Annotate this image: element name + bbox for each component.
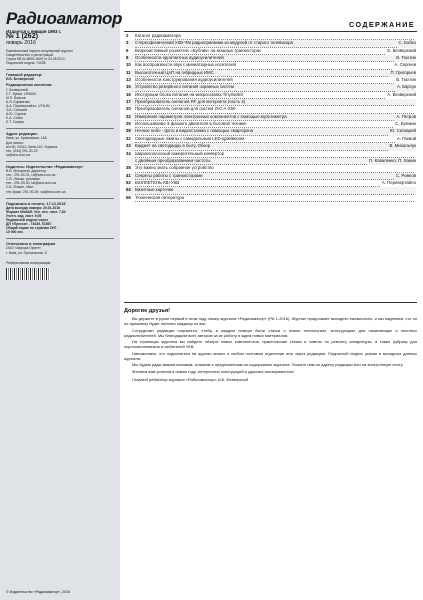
toc-article-title: Высокоточный ЦАП на гибридных ИМС [135, 70, 388, 77]
address-line: а/я 50, 03110, Киев-110, Украина [6, 144, 58, 149]
toc-article-title: Каталог радиоаматора [135, 33, 414, 40]
printer-block [6, 242, 114, 254]
divider [6, 198, 114, 199]
toc-author: А. Перевертайло [381, 179, 416, 185]
toc-entry[interactable] [126, 40, 416, 47]
toc-page-number: 13 [126, 77, 131, 83]
toc-entry[interactable] [126, 70, 416, 77]
barcode-image [6, 268, 50, 280]
issue-date: январь 2016 [6, 39, 36, 46]
intro-line: Серия КВ № 6826-1509 от 24.08.2011 [6, 57, 65, 62]
toc-author: А. Безверхний [387, 91, 416, 97]
imprint-sidebar [0, 0, 123, 600]
toc-entry[interactable] [126, 165, 416, 172]
printer-line: ООО «Аврора Принт» [6, 246, 41, 251]
printer-heading: Отпечатано в типографии [6, 242, 56, 247]
toc-page-number: 34 [126, 150, 131, 156]
toc-article-title: Техническая литература [135, 195, 414, 202]
address-block [6, 132, 114, 157]
intro-line: Ежемесячный научно-популярный журнал [6, 48, 73, 53]
toc-article-title: Светодиодные лампы с самодельным LED-драйвером [135, 136, 395, 143]
toc-page-number: 38 [126, 165, 131, 171]
toc-page-number: 33 [126, 143, 131, 149]
toc-article-title: Измерение параметров электронных компонентов с помощью мультиметра [135, 114, 394, 121]
publisher-line: С.В. Латыш, реклама [6, 177, 40, 182]
toc-article-title: БЮЛЛЕТЕНЬ КВ+УКВ [135, 180, 380, 187]
toc-page-number: 32 [126, 135, 131, 141]
toc-page-number: 8 [126, 55, 129, 61]
letter-heading: Дорогие друзья! [124, 308, 171, 314]
toc-entry[interactable] [126, 128, 416, 135]
barcode-caption: Реферативная информация [6, 260, 51, 265]
toc-page-number: 16 [126, 91, 131, 97]
toc-entry[interactable] [126, 121, 416, 128]
letter-paragraph: Вы держите в руках первый в этом году номер журнала «Радиоаматор» (РА 1-2016). Журнал продолжает выходить ежемесячно, и мы надеемся, что он по-прежнему будет полезен каждому из вас. [124, 316, 417, 327]
toc-page-number: 29 [126, 128, 131, 134]
publisher-line: В.В. Моторный, директор [6, 169, 46, 174]
address-line: ra@sea.com.ua [6, 152, 30, 157]
address-line: Для писем: [6, 140, 24, 145]
toc-author: П. Григорьев [390, 69, 416, 75]
toc-author: А. Барсук [396, 84, 416, 90]
toc-author: С. Бобко [398, 40, 416, 46]
toc-article-title: Визитные карточки [135, 187, 414, 194]
toc-entry[interactable] [126, 55, 416, 62]
letter-paragraph: Желаем вам успехов в новом году, интересных конструкций и удачных экспериментов! [132, 368, 294, 374]
board-member: А.Ю. Саулов [6, 112, 27, 117]
letter-paragraph: Напоминаем, что подписаться на журнал можно в любом почтовом отделении или через редакцию. Подписной индекс указан в выходных данных журнала. [124, 350, 417, 361]
toc-author: А. Гаевой [396, 135, 416, 141]
publisher-block [6, 165, 114, 194]
toc-entry[interactable] [126, 99, 416, 106]
toc-entry[interactable] [126, 48, 416, 55]
toc-entry[interactable] [126, 77, 416, 84]
issue-number: № 1 (262) [6, 33, 38, 41]
letter-body [124, 316, 417, 374]
board-member: С.Г. Бунин, UR5UN [6, 91, 36, 96]
toc-author: С. Рожков [396, 172, 416, 178]
toc-entry[interactable] [126, 114, 416, 121]
editorial-block [6, 73, 114, 124]
letter-paragraph: На страницах журнала вы найдете обзоры новых компонентов, практические схемы и советы по ремонту аппаратуры, а также рубрику для коротковолновиков и любителей УКВ. [124, 339, 417, 350]
print-heading: Подписано в печать: 17.12.2015 [6, 201, 66, 206]
print-line: Подписной индекс через [6, 217, 48, 222]
print-line: Дата выхода номера: 20.01.2016 [6, 205, 61, 210]
print-line: Общий тираж по странам СНГ - [6, 226, 59, 231]
letter-paragraph: Мы будем рады вашим письмам, отзывам и предложениям по содержанию журнала. Пишите нам по адресу редакции или на электронную почту. [132, 362, 404, 368]
toc-entry[interactable] [126, 151, 416, 158]
print-line: Формат 60x84/8. Усл. печ. лист. 7,54 [6, 209, 66, 214]
toc-article-title: Ночное небо - фото и видеосъемка с помощью смартфона [135, 128, 388, 135]
toc-entry[interactable] [126, 84, 416, 91]
divider [6, 161, 114, 162]
toc-page-number: 56 [126, 194, 131, 200]
divider [6, 128, 114, 129]
toc-author: А. Петров [396, 113, 416, 119]
board-member: Э.А. Салахов [6, 108, 28, 113]
toc-heading: СОДЕРЖАНИЕ [349, 20, 415, 29]
print-block [6, 202, 114, 235]
table-of-contents [126, 33, 416, 202]
publisher-line: тел.: 291-00-30, lat@sea.com.ua [6, 181, 56, 186]
toc-page-number: 25 [126, 121, 131, 127]
toc-article-title: Устройство резервного питания охранных систем [135, 84, 395, 91]
toc-entry[interactable] [126, 143, 416, 150]
print-line: ДП «Пресса» - 74435, 01567 [6, 222, 52, 227]
toc-article-title: Бюджет на светодиоды в быту. Обзор [135, 143, 388, 150]
main-content [124, 0, 419, 600]
toc-author: С. Еремин [395, 121, 416, 127]
board-member: А.Я. Ефименко [6, 99, 30, 104]
toc-divider [124, 31, 417, 32]
toc-page-number: 15 [126, 84, 131, 90]
toc-page-number: 2 [126, 33, 129, 38]
magazine-logo: Радиоаматор [6, 9, 123, 28]
toc-author: А. Сергеев [394, 62, 416, 68]
board-member: М.П. Власов [6, 95, 26, 100]
toc-entry[interactable] [126, 187, 416, 194]
toc-page-number: 10 [126, 62, 131, 68]
address-heading: Адрес редакции: [6, 132, 38, 137]
toc-article-title: Как воспроизвести звук с миниатюрных носителей [135, 62, 392, 69]
toc-author: В. Тюхтин [396, 55, 416, 61]
toc-entry[interactable] [126, 173, 416, 180]
toc-entry[interactable] [126, 158, 416, 165]
toc-entry[interactable] [126, 92, 416, 99]
board-member: Е.А. Собко [6, 116, 24, 121]
toc-article-title: Использование 3-фазного двигателя в бытовой технике [135, 121, 393, 128]
publisher-heading: Издатель: Издательство «Радиоаматор» [6, 164, 83, 169]
printer-line: г. Киев, ул. Причальная, 5 [6, 250, 47, 255]
toc-article-title: Широкополосный измерительный конвертор [135, 151, 414, 158]
address-line: тел. (044) 291-00-29 [6, 148, 38, 153]
toc-article-title: с двойным преобразованием частоты [135, 158, 367, 165]
toc-entry[interactable] [126, 33, 416, 40]
publisher-line: тел.: 291-00-31, ra@sea.com.ua [6, 173, 56, 178]
publisher-line: тел./факс: 291-00-29, val@sea.com.ua [6, 189, 66, 194]
toc-article-title: Безрезистивный усилитель «Бублик» на мощных транзисторах [135, 48, 385, 55]
copyright-notice: © Издательство «Радиоаматор», 2016 [6, 589, 70, 594]
board-member: Г. Безверхний [6, 87, 28, 92]
toc-entry[interactable] [126, 62, 416, 69]
toc-article-title: Это важно знать собранное устройство [135, 165, 414, 172]
toc-page-number: 6 [126, 47, 129, 53]
toc-entry[interactable] [126, 106, 416, 113]
toc-article-title: Преобразователь сигналов для систем JVC A-X50 [135, 106, 414, 113]
toc-page-number: 11 [126, 69, 131, 75]
editor-name: И.Б. Безверхний [6, 77, 34, 82]
board-member: Е.Т. Скорик [6, 120, 24, 125]
board-heading: Редакционная коллегия: [6, 83, 53, 88]
toc-article-title: Стереофонический УКВ-ЧМ радиоприемник из модулей от старого телевизора [135, 40, 397, 47]
toc-article-title: Секреты работы с транзисторами [135, 173, 394, 180]
letter-signature: Главный редактор журнала «Радиоаматор» И.Б. Безверхний [132, 376, 249, 382]
divider [6, 238, 114, 239]
toc-entry[interactable] [126, 180, 416, 187]
editorial-letter [124, 302, 417, 382]
toc-page-number: 52 [126, 179, 131, 185]
print-line: Учетн. изд. лист. 9,05 [6, 213, 42, 218]
toc-page-number: 20 [126, 106, 131, 112]
letter-paragraph: Сотрудники редакции стараются, чтобы в каждом номере были статьи о новых технологиях, конструкциях для начинающих и опытных радиолюбителей. Мы благодарим всех авторов за их работу и ждем новых материалов. [124, 327, 417, 338]
toc-article-title: Особенности однотактных аудиоусилителей [135, 55, 394, 62]
print-line: 10 000 экз. [6, 230, 24, 235]
toc-article-title: Преобразователь сигналов RF для интернета (часть 2) [135, 99, 414, 106]
editor-heading: Главный редактор: [6, 73, 43, 78]
toc-page-number: 22 [126, 113, 131, 119]
toc-author: Е. Безверхний [387, 47, 416, 53]
toc-article-title: Инструкции блока питания на микросхемах TinySwitch [135, 92, 385, 99]
toc-author: П. Коваленко, П. Ханин [369, 157, 416, 163]
intro-block [6, 49, 114, 65]
toc-author: Ю. Селицкий [389, 128, 416, 134]
toc-page-number: 54 [126, 187, 131, 193]
toc-author: В. Михальчук [389, 143, 416, 149]
publisher-line: С.Б. Фомин, сбыт [6, 185, 34, 190]
toc-page-number: 17 [126, 99, 131, 105]
toc-entry[interactable] [126, 195, 416, 202]
address-line: Киев, ул. Краковская, 13А [6, 136, 47, 141]
toc-page-number: 3 [126, 40, 129, 46]
toc-entry[interactable] [126, 136, 416, 143]
toc-page-number: 41 [126, 172, 131, 178]
board-member: А.А. Перевертайло, UT4UM [6, 103, 50, 108]
publication-since: Издается с января 1993 г. [6, 29, 62, 34]
intro-line: Подписной индекс 74435 [6, 61, 46, 66]
toc-article-title: Особенности конструирования аудиоусилителей [135, 77, 394, 84]
intro-line: Свидетельство о регистрации [6, 52, 54, 57]
divider [6, 69, 114, 70]
toc-author: В. Тюхтин [396, 77, 416, 83]
